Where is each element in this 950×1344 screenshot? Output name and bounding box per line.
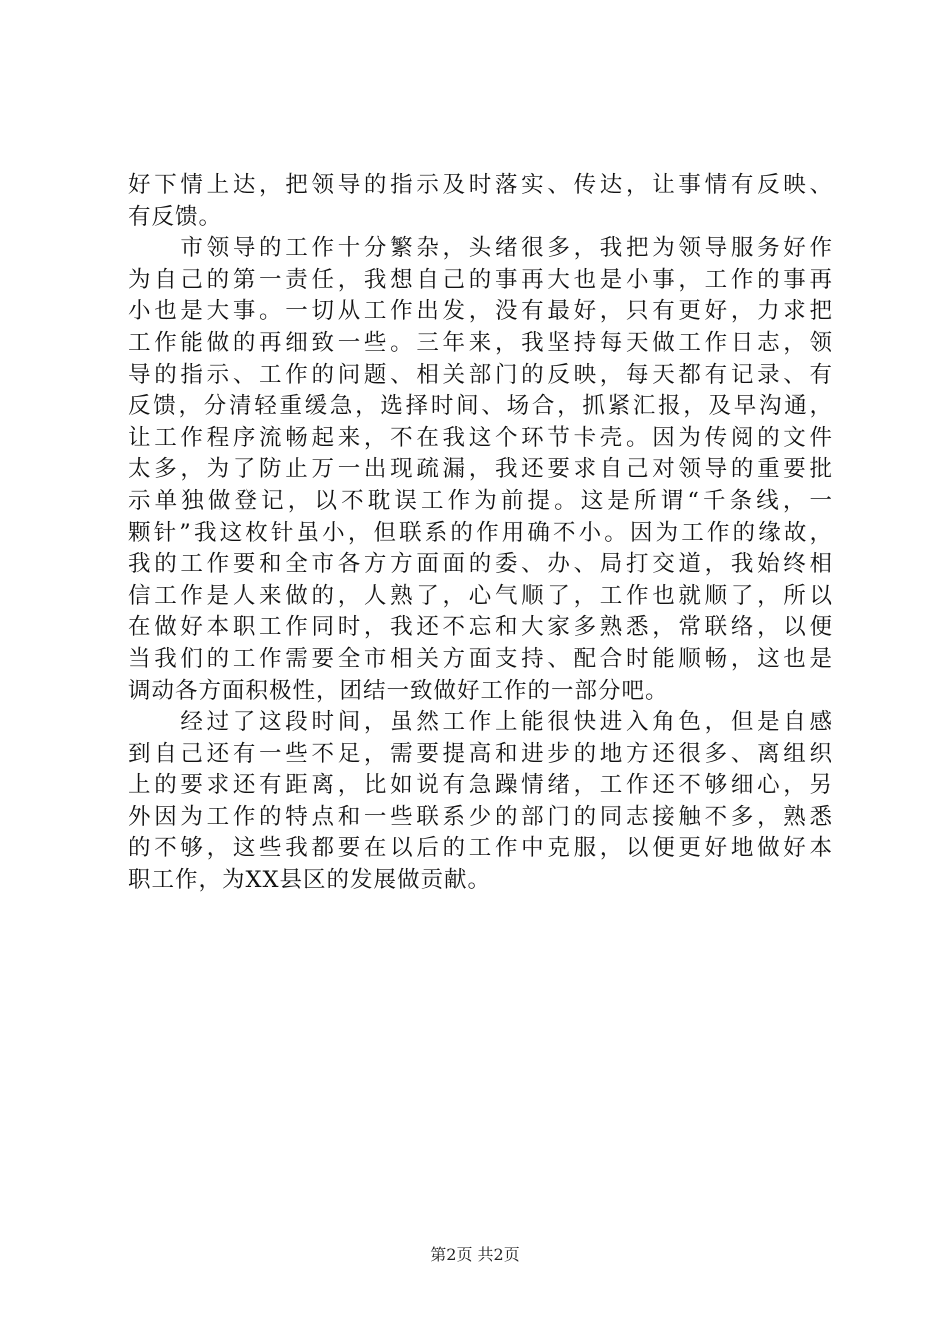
text-line: 小也是大事。一切从工作出发，没有最好，只有更好，力求把	[128, 298, 833, 325]
text-line: 上的要求还有距离，比如说有急躁情绪，工作还不够细心，另	[128, 772, 833, 799]
text-line: 有反馈。	[128, 203, 223, 230]
text-line: 我的工作要和全市各方方面面的委、办、局打交道，我始终相	[128, 551, 833, 578]
text-line: 调动各方面积极性，团结一致做好工作的一部分吧。	[128, 677, 669, 704]
text-line: 反馈，分清轻重缓急，选择时间、场合，抓紧汇报，及早沟通，	[128, 393, 833, 420]
text-line: 导的指示、工作的问题、相关部门的反映，每天都有记录、有	[128, 361, 833, 388]
text-line: 为自己的第一责任，我想自己的事再大也是小事，工作的事再	[128, 266, 833, 293]
text-line: 的不够，这些我都要在以后的工作中克服，以便更好地做好本	[128, 835, 833, 862]
text-line: 好下情上达，把领导的指示及时落实、传达，让事情有反映、	[128, 172, 833, 198]
text-line: 到自己还有一些不足，需要提高和进步的地方还很多、离组织	[128, 740, 833, 767]
text-line: 信工作是人来做的，人熟了，心气顺了，工作也就顺了，所以	[128, 582, 833, 609]
text-line: 经过了这段时间，虽然工作上能很快进入角色，但是自感	[128, 709, 833, 736]
text-line: 当我们的工作需要全市相关方面支持、配合时能顺畅，这也是	[128, 645, 833, 672]
text-line: 颗针”我这枚针虽小，但联系的作用确不小。因为工作的缘故，	[128, 519, 833, 546]
text-line: 太多，为了防止万一出现疏漏，我还要求自己对领导的重要批	[128, 456, 833, 483]
text-line: 外因为工作的特点和一些联系少的部门的同志接触不多，熟悉	[128, 803, 833, 830]
text-line: 在做好本职工作同时，我还不忘和大家多熟悉，常联络，以便	[128, 614, 833, 641]
text-line: 市领导的工作十分繁杂，头绪很多，我把为领导服务好作	[128, 235, 833, 262]
page-number-footer: 第2页 共2页	[430, 1245, 520, 1264]
text-line: 职工作，为XX县区的发展做贡献。	[128, 867, 492, 894]
text-line: 工作能做的再细致一些。三年来，我坚持每天做工作日志，领	[128, 329, 833, 356]
text-line: 示单独做登记，以不耽误工作为前提。这是所谓“千条线，一	[128, 487, 833, 514]
document-body	[128, 170, 833, 897]
text-line: 让工作程序流畅起来，不在我这个环节卡壳。因为传阅的文件	[128, 424, 833, 451]
